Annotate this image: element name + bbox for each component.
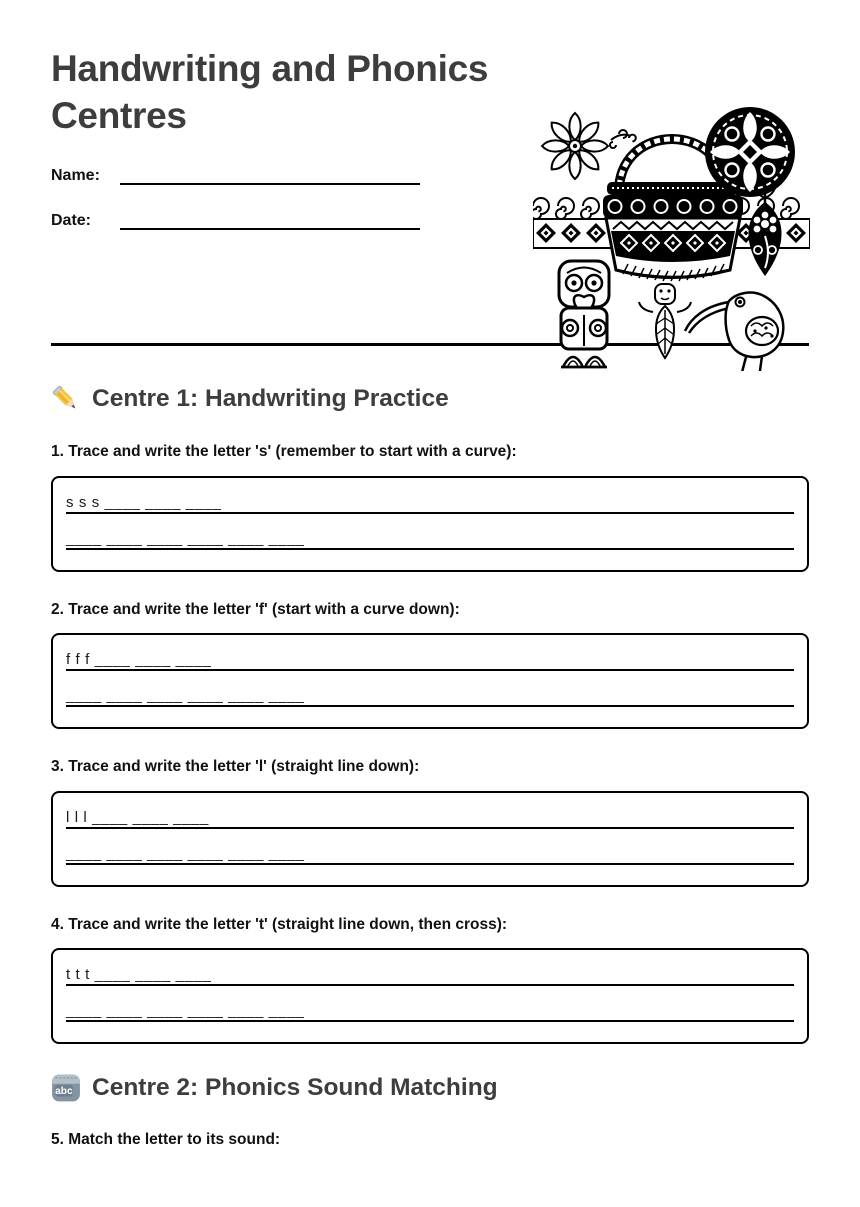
date-input-line[interactable] bbox=[120, 210, 420, 230]
question-3: 3. Trace and write the letter 'l' (straight line down): bbox=[51, 758, 420, 776]
practice-line-f[interactable]: ____ ____ ____ ____ ____ ____ bbox=[66, 671, 794, 707]
trace-line-f[interactable]: f f f ____ ____ ____ bbox=[66, 635, 794, 671]
centre-1-title: Centre 1: Handwriting Practice bbox=[92, 385, 449, 413]
practice-line-t[interactable]: ____ ____ ____ ____ ____ ____ bbox=[66, 986, 794, 1022]
question-1: 1. Trace and write the letter 's' (remember to start with a curve): bbox=[51, 443, 517, 461]
practice-line-s[interactable]: ____ ____ ____ ____ ____ ____ bbox=[66, 514, 794, 550]
practice-line-l[interactable]: ____ ____ ____ ____ ____ ____ bbox=[66, 829, 794, 865]
kiwi-bird bbox=[685, 293, 783, 371]
centre-2-title: Centre 2: Phonics Sound Matching bbox=[92, 1073, 498, 1101]
koru-sprig bbox=[610, 130, 636, 148]
question-5: 5. Match the letter to its sound: bbox=[51, 1130, 281, 1148]
trace-line-s[interactable]: s s s ____ ____ ____ bbox=[66, 478, 794, 514]
name-input-line[interactable] bbox=[120, 165, 420, 185]
trace-box-f bbox=[51, 633, 809, 729]
abc-icon bbox=[51, 1073, 81, 1103]
trace-box-t bbox=[51, 948, 809, 1044]
trace-box-s bbox=[51, 476, 809, 572]
carving-leaf bbox=[639, 284, 691, 358]
abc-icon-label: abc bbox=[55, 1086, 73, 1098]
tiki-figure bbox=[559, 261, 609, 367]
maori-artwork bbox=[533, 98, 810, 371]
centre-1-heading bbox=[51, 384, 809, 414]
date-label: Date: bbox=[51, 211, 92, 229]
pencil-icon bbox=[51, 384, 81, 414]
trace-box-l bbox=[51, 791, 809, 887]
trace-line-l[interactable]: l l l ____ ____ ____ bbox=[66, 793, 794, 829]
name-field-row bbox=[51, 165, 420, 185]
date-field-row bbox=[51, 210, 420, 230]
centre-2-heading bbox=[51, 1073, 809, 1103]
mandala-motif bbox=[705, 107, 795, 197]
question-4: 4. Trace and write the letter 't' (straight line down, then cross): bbox=[51, 915, 508, 933]
name-label: Name: bbox=[51, 166, 100, 184]
leaf-pendant bbox=[749, 185, 782, 276]
trace-line-t[interactable]: t t t ____ ____ ____ bbox=[66, 950, 794, 986]
flower-motif bbox=[542, 113, 608, 179]
question-2: 2. Trace and write the letter 'f' (start with a curve down): bbox=[51, 600, 460, 618]
page-title: Handwriting and Phonics Centres bbox=[51, 48, 489, 136]
